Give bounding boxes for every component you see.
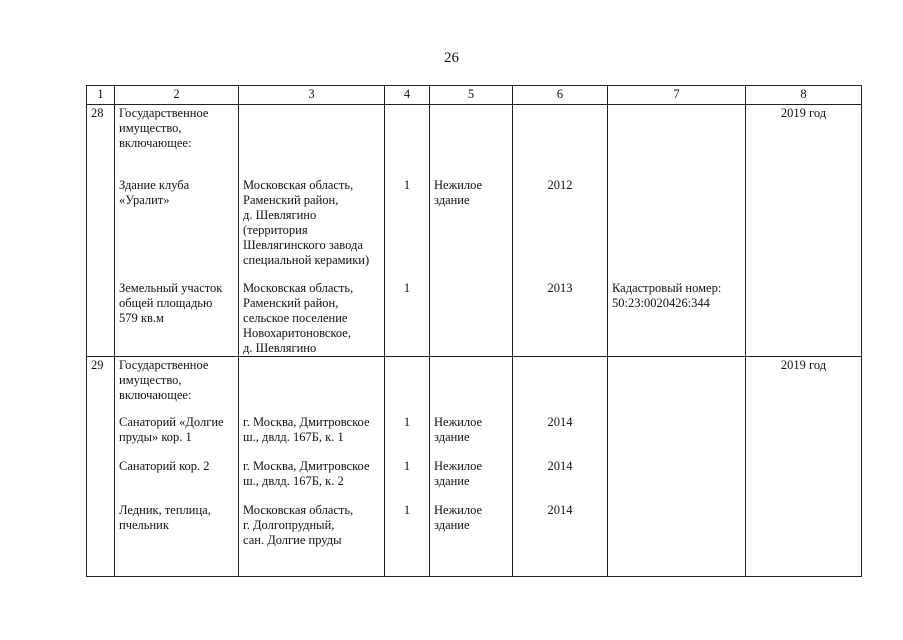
- address-line: г. Москва, Дмитровское: [243, 459, 370, 473]
- item-name: Ледник, теплица,: [119, 503, 211, 517]
- year: 2013: [547, 281, 573, 295]
- year: 2014: [547, 503, 573, 517]
- item-name-cell: [115, 357, 239, 577]
- property-type: здание: [434, 474, 470, 488]
- property-type: здание: [434, 193, 470, 207]
- page-number: 26: [444, 50, 459, 66]
- plan-year-cell: 2019 год: [746, 105, 862, 357]
- column-header: 3: [239, 86, 385, 105]
- column-header: 8: [746, 86, 862, 105]
- address-line: сельское поселение: [243, 311, 348, 325]
- address-line: ш., двлд. 167Б, к. 2: [243, 474, 344, 488]
- address-line: д. Шевлягино: [243, 208, 317, 222]
- year: 2014: [547, 415, 573, 429]
- column-header: 2: [115, 86, 239, 105]
- address-line: (территория: [243, 223, 308, 237]
- group-heading: Государственное: [119, 358, 209, 372]
- item-name: пруды» кор. 1: [119, 430, 192, 444]
- address-line: д. Шевлягино: [243, 341, 317, 355]
- quantity: 1: [403, 415, 411, 429]
- group-heading: имущество,: [119, 121, 182, 135]
- note-cell: [608, 105, 746, 357]
- item-name: пчельник: [119, 518, 169, 532]
- year-cell: [513, 357, 608, 577]
- item-name: 579 кв.м: [119, 311, 164, 325]
- column-header: 5: [430, 86, 513, 105]
- column-header: 7: [608, 86, 746, 105]
- type-cell: [430, 105, 513, 357]
- year: 2012: [547, 178, 573, 192]
- row-number: 28: [87, 105, 115, 357]
- property-type: Нежилое: [434, 503, 483, 517]
- year: 2014: [547, 459, 573, 473]
- type-cell: [430, 357, 513, 577]
- item-name: Санаторий кор. 2: [119, 459, 210, 473]
- column-header: 6: [513, 86, 608, 105]
- quantity: 1: [403, 503, 411, 517]
- cadastral-note: 50:23:0020426:344: [612, 296, 710, 310]
- group-heading: имущество,: [119, 373, 182, 387]
- row-number: 29: [87, 357, 115, 577]
- address-line: г. Москва, Дмитровское: [243, 415, 370, 429]
- address-line: Московская область,: [243, 503, 354, 517]
- address-line: ш., двлд. 167Б, к. 1: [243, 430, 344, 444]
- quantity: 1: [403, 281, 411, 295]
- item-name: «Уралит»: [119, 193, 170, 207]
- property-table: [86, 85, 862, 577]
- group-heading: включающее:: [119, 136, 192, 150]
- address-line: г. Долгопрудный,: [243, 518, 335, 532]
- column-header: 1: [87, 86, 115, 105]
- address-line: Шевлягинского завода: [243, 238, 363, 252]
- address-line: Раменский район,: [243, 296, 339, 310]
- item-name: общей площадью: [119, 296, 213, 310]
- plan-year-cell: 2019 год: [746, 357, 862, 577]
- address-line: сан. Долгие пруды: [243, 533, 342, 547]
- property-type: Нежилое: [434, 459, 483, 473]
- address-cell: [239, 357, 385, 577]
- property-type: Нежилое: [434, 178, 483, 192]
- column-header: 4: [385, 86, 430, 105]
- item-name: Земельный участок: [119, 281, 223, 295]
- property-type: здание: [434, 430, 470, 444]
- note-cell: [608, 357, 746, 577]
- address-cell: [239, 105, 385, 357]
- item-name-cell: [115, 105, 239, 357]
- table-row: [87, 105, 862, 357]
- property-type: здание: [434, 518, 470, 532]
- quantity: 1: [403, 459, 411, 473]
- year-cell: [513, 105, 608, 357]
- address-line: Раменский район,: [243, 193, 339, 207]
- address-line: Московская область,: [243, 178, 354, 192]
- group-heading: включающее:: [119, 388, 192, 402]
- cadastral-note: Кадастровый номер:: [612, 281, 722, 295]
- group-heading: Государственное: [119, 106, 209, 120]
- header-row: [87, 86, 862, 105]
- property-type: Нежилое: [434, 415, 483, 429]
- address-line: Новохаритоновское,: [243, 326, 351, 340]
- address-line: специальной керамики): [243, 253, 370, 267]
- item-name: Здание клуба: [119, 178, 190, 192]
- quantity-cell: [385, 105, 430, 357]
- item-name: Санаторий «Долгие: [119, 415, 224, 429]
- address-line: Московская область,: [243, 281, 354, 295]
- quantity-cell: [385, 357, 430, 577]
- table-row: [87, 357, 862, 577]
- quantity: 1: [403, 178, 411, 192]
